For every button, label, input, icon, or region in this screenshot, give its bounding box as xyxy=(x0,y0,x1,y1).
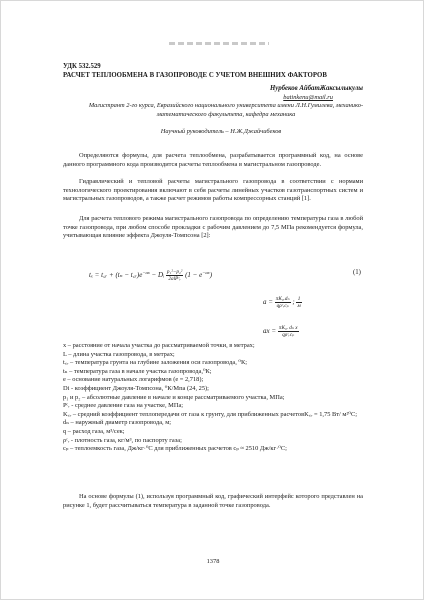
page-number: 1378 xyxy=(206,558,220,565)
author-affiliation: Магистрант 2-го курса, Евразийского национального университета имени Л.Н.Гумилева, механико-математического факультета, кафедра механика xyxy=(88,102,364,118)
formula-1: tₓ = t꜀ᵣ + $(t_n - t꜀ᵣ)e^{-ax}$ − Dᵢ $\frac{\text{p₁²−p₂²}}{\text{2alPᶜᵣ}}$ $(1 - e^{-ax})$ xyxy=(89,269,213,282)
paragraph: Для расчета теплового режима магистрального газопровода по определению температуры газа в любой точке газопровода, при любом способе прокладки с рабочим давлением до 7,5 МПа рекомендуется формула, учитывающая влияние эффекта Джоуля-Томпсона [2]: xyxy=(63,215,363,240)
definition-item: dₙ – наружный диаметр газопровода, м; xyxy=(63,419,172,427)
definition-item: Pᶜᵣ - среднее давление газа на участке, МПа; xyxy=(63,402,184,410)
definition-item: q – расход газа, м³/сек; xyxy=(63,427,125,435)
closing-paragraph: На основе формулы (1), используя программный код, графический интерфейс которого представлен на рисунке 1, будет рассчитываться температура в заданной точке газопровода. xyxy=(63,493,363,509)
definition-item: tₙ – температура газа в начале участка газопровода,⁰К; xyxy=(63,367,212,375)
formula-2: a = $\frac{\text{πK꜀ᵣdₙ}}{\text{qρᶜᵣcₚ}}$ ; $\frac{1}{м}$ xyxy=(263,296,301,309)
definitions-list xyxy=(63,342,363,454)
definition-item: cₚ – теплоемкость газа, Дж/кг·⁰С для приближенных расчетов cₚ ≈ 2510 Дж/кг·⁰С; xyxy=(63,445,287,453)
paragraph: Гидравлический и тепловой расчеты магистрального газопровода в соответствии с нормами технологического проектирования включают в себя расчеты линейных участков газотранспортных систем и магистральных газопроводов, а также расчет режимов работы компрессорных станций [1]. xyxy=(63,178,363,203)
paper-title: РАСЧЕТ ТЕПЛООБМЕНА В ГАЗОПРОВОДЕ С УЧЕТОМ ВНЕШНИХ ФАКТОРОВ xyxy=(63,72,327,79)
definition-item: ρᶜᵣ - плотность газа, кг/м³, по паспорту газа; xyxy=(63,436,182,444)
definition-item: p₁ и p₂ – абсолютные давление в начале и конце рассматриваемого участка, МПа; xyxy=(63,393,285,401)
definition-item: e – основание натуральных логарифмов (e = 2,718); xyxy=(63,376,204,384)
definition-item: t꜀ᵣ – температура грунта на глубине заложения оси газопровода, ⁰К; xyxy=(63,359,248,367)
definition-item: L – длина участка газопровода, в метрах; xyxy=(63,350,175,358)
definition-item: K꜀ᵣ – средний коэффициент теплопередачи от газа к грунту, для приближенных расчетовK꜀ᵣ = 1,75 Вт/ м²⁰С; xyxy=(63,410,357,418)
udk-code: УДК 532.529 xyxy=(63,63,101,70)
definition-item: x – расстояние от начала участка до рассматриваемой точки, в метрах; xyxy=(63,342,255,349)
author-email[interactable]: batinkenu@mail.ru xyxy=(283,94,333,101)
formula-number: (1) xyxy=(353,269,361,276)
header-line xyxy=(169,42,269,45)
definition-item: Di - коэффициент Джоуля-Томпсона, ⁰К/Мпа (24, 25); xyxy=(63,384,209,392)
author-name: Нурбеков АйбатЖаксылыкулы xyxy=(270,85,363,92)
paragraph: Определяются формулы, для расчета теплообмена, разрабатывается программный код, на основе данного программного кода производится расчеты теплообмена в магистральном газопроводе. xyxy=(63,152,363,168)
formula-3: ax = $\frac{\text{πK꜀ᵣ dₙ x}}{\text{qρᶜᵣcₚ}}$ xyxy=(263,325,298,338)
supervisor: Научный руководитель – Н.Ж.Джайчибеков xyxy=(160,128,282,135)
